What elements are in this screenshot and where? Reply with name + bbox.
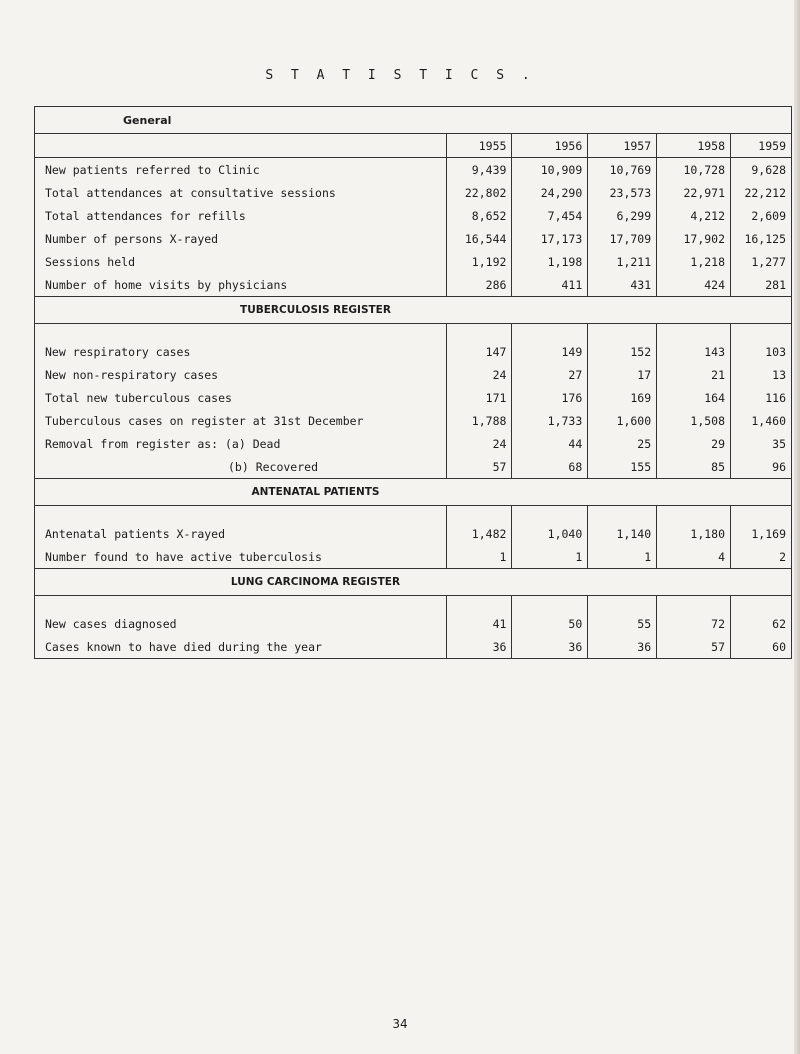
row-label: Antenatal patients X-rayed [35,522,447,545]
cell-value: 7,454 [512,204,588,227]
row-label: New patients referred to Clinic [35,158,447,182]
cell-value: 164 [657,386,731,409]
cell-value: 41 [446,612,512,635]
cell-value: 96 [731,455,792,479]
cell-value: 1,733 [512,409,588,432]
cell-value: 281 [731,273,792,297]
year-header-row [35,134,792,158]
table-row [35,409,792,432]
cell-value: 57 [657,635,731,659]
cell-value: 9,628 [731,158,792,182]
cell-value: 60 [731,635,792,659]
cell-value: 13 [731,363,792,386]
row-label: (b) Recovered [35,455,447,479]
cell-value: 171 [446,386,512,409]
cell-value: 16,125 [731,227,792,250]
section-header-lung-carcinoma [35,569,792,596]
cell-value: 29 [657,432,731,455]
cell-value: 17,173 [512,227,588,250]
cell-value: 411 [512,273,588,297]
table-row [35,227,792,250]
cell-value: 431 [588,273,657,297]
section-title: TUBERCULOSIS REGISTER [35,297,792,324]
cell-value: 1,180 [657,522,731,545]
cell-value: 147 [446,340,512,363]
cell-value: 1 [512,545,588,569]
cell-value: 103 [731,340,792,363]
cell-value: 4,212 [657,204,731,227]
cell-value: 10,769 [588,158,657,182]
cell-value: 24,290 [512,181,588,204]
cell-value: 24 [446,363,512,386]
cell-value: 4 [657,545,731,569]
cell-value: 17 [588,363,657,386]
cell-value: 23,573 [588,181,657,204]
cell-value: 36 [446,635,512,659]
page-edge-shadow [794,0,800,1054]
row-label: New respiratory cases [35,340,447,363]
row-label: Total new tuberculous cases [35,386,447,409]
row-label: Tuberculous cases on register at 31st December [35,409,447,432]
cell-value: 9,439 [446,158,512,182]
cell-value: 169 [588,386,657,409]
cell-value: 8,652 [446,204,512,227]
cell-value: 424 [657,273,731,297]
cell-value: 22,212 [731,181,792,204]
row-label: New cases diagnosed [35,612,447,635]
cell-value: 1,460 [731,409,792,432]
cell-value: 50 [512,612,588,635]
row-label: Cases known to have died during the year [35,635,447,659]
section-header-general [35,107,792,134]
cell-value: 1,169 [731,522,792,545]
cell-value: 44 [512,432,588,455]
table-row [35,612,792,635]
cell-value: 22,971 [657,181,731,204]
table-row [35,181,792,204]
table-row [35,522,792,545]
cell-value: 1 [588,545,657,569]
cell-value: 72 [657,612,731,635]
table-row [35,250,792,273]
cell-value: 62 [731,612,792,635]
cell-value: 36 [512,635,588,659]
cell-value: 25 [588,432,657,455]
cell-value: 17,709 [588,227,657,250]
cell-value: 10,728 [657,158,731,182]
cell-value: 143 [657,340,731,363]
row-label: Total attendances for refills [35,204,447,227]
row-label: Sessions held [35,250,447,273]
cell-value: 35 [731,432,792,455]
cell-value: 2 [731,545,792,569]
cell-value: 85 [657,455,731,479]
cell-value: 149 [512,340,588,363]
section-title: General [35,107,792,134]
cell-value: 1 [446,545,512,569]
cell-value: 10,909 [512,158,588,182]
table-row [35,273,792,297]
cell-value: 1,218 [657,250,731,273]
cell-value: 68 [512,455,588,479]
cell-value: 1,600 [588,409,657,432]
cell-value: 1,198 [512,250,588,273]
row-label: Removal from register as: (a) Dead [35,432,447,455]
section-title: LUNG CARCINOMA REGISTER [35,569,792,596]
year-header: 1959 [731,134,792,158]
cell-value: 1,482 [446,522,512,545]
section-header-antenatal [35,479,792,506]
cell-value: 152 [588,340,657,363]
cell-value: 1,508 [657,409,731,432]
cell-value: 21 [657,363,731,386]
cell-value: 27 [512,363,588,386]
row-label: Number found to have active tuberculosis [35,545,447,569]
cell-value: 1,040 [512,522,588,545]
table-row [35,158,792,182]
cell-value: 2,609 [731,204,792,227]
cell-value: 155 [588,455,657,479]
section-title: ANTENATAL PATIENTS [35,479,792,506]
year-header: 1955 [446,134,512,158]
cell-value: 1,192 [446,250,512,273]
table-row [35,363,792,386]
cell-value: 1,211 [588,250,657,273]
cell-value: 55 [588,612,657,635]
cell-value: 57 [446,455,512,479]
cell-value: 17,902 [657,227,731,250]
table-row [35,204,792,227]
year-header: 1956 [512,134,588,158]
page-title: S T A T I S T I C S . [265,68,535,83]
table-row [35,432,792,455]
cell-value: 24 [446,432,512,455]
year-header: 1958 [657,134,731,158]
page-number: 34 [392,1017,408,1031]
row-label: Number of persons X-rayed [35,227,447,250]
table-row [35,340,792,363]
cell-value: 22,802 [446,181,512,204]
cell-value: 16,544 [446,227,512,250]
table-row [35,545,792,569]
row-label: New non-respiratory cases [35,363,447,386]
year-header: 1957 [588,134,657,158]
cell-value: 116 [731,386,792,409]
table-row [35,635,792,659]
cell-value: 1,140 [588,522,657,545]
row-label: Total attendances at consultative sessions [35,181,447,204]
cell-value: 6,299 [588,204,657,227]
cell-value: 36 [588,635,657,659]
cell-value: 176 [512,386,588,409]
cell-value: 286 [446,273,512,297]
cell-value: 1,277 [731,250,792,273]
statistics-table [34,106,792,659]
cell-value: 1,788 [446,409,512,432]
table-row [35,455,792,479]
row-label: Number of home visits by physicians [35,273,447,297]
table-row [35,386,792,409]
section-header-tuberculosis [35,297,792,324]
